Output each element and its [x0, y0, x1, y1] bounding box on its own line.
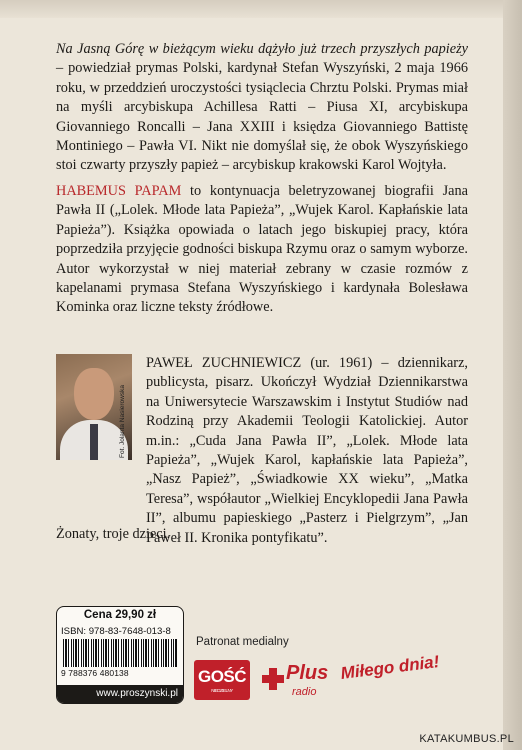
gosc-logo-text: GOŚĆ	[197, 667, 247, 686]
top-edge	[0, 0, 522, 18]
author-name: PAWEŁ ZUCHNIEWICZ	[146, 355, 302, 371]
watermark: KATAKUMBUS.PL	[419, 733, 514, 745]
plus-logo-word: Plus	[286, 662, 329, 684]
intro-text: – powiedział prymas Polski, kardynał Stefan Wyszyński, 2 maja 1966 roku, w przeddzień uroczystości tysiąclecia Chrztu Polski. Prymas miał na myśli arcybiskupa Achillesa Ratti – Piusa XI, arcybiskupa Giovanniego Roncalli – Jana XXIII i księdza Giovanniego Battistę Montiniego – Pawła VI. Nikt nie domyślał się, że obok Wyszyńskiego stoi czwarty przyszły papież – arcybiskup krakowski Karol Wojtyła.	[56, 60, 468, 174]
spine-edge	[503, 0, 522, 750]
plus-cross-icon	[262, 668, 284, 690]
author-bio	[146, 354, 468, 548]
description-paragraph	[56, 182, 468, 318]
publisher-url-text: www.proszynski.pl	[96, 688, 178, 699]
author-bio-text: (ur. 1961) – dziennikarz, publicysta, pisarz. Ukończył Wydział Dziennikarstwa na Uniwersytecie Warszawskim i Instytut Studiów nad Rodziną przy Akademii Teologii Katolickiej. Autor m.in.: „Cuda Jana Pawła II”, „Lolek. Młode lata Papieża”, „Wujek Karol, kapłańskie lata Papieża”, „Nasz Papież”, „Świadkowie XX wieku”, „Matka Teresa”, współautor „Wielkiej Encyklopedii Jana Pawła II”, albumu papieskiego „Pasterz i Pielgrzym”, „Jan Paweł II. Kronika pontyfikatu”.	[146, 355, 468, 546]
gosc-logo-subtext: NIEDZIELNY	[211, 688, 233, 693]
author-tie	[90, 424, 98, 460]
barcode	[63, 639, 177, 667]
patronat-label: Patronat medialny	[196, 636, 289, 648]
intro-quote: Na Jasną Górę w bieżącym wieku dążyło już trzech przyszłych papieży	[56, 41, 468, 57]
gosc-logo	[194, 660, 250, 700]
author-face	[74, 368, 114, 420]
plus-logo-radio: radio	[292, 686, 317, 698]
publisher-url[interactable]	[57, 685, 183, 703]
milego-dnia-logo: Miłego dnia!	[339, 652, 441, 684]
plus-radio-logo	[262, 662, 330, 702]
barcode-number: 9 788376 480138	[61, 668, 129, 678]
author-family: Żonaty, troje dzieci.	[56, 526, 171, 542]
book-title-highlight: HABEMUS PAPAM	[56, 183, 182, 199]
intro-paragraph	[56, 40, 468, 176]
price-label: Cena 29,90 zł	[83, 609, 157, 621]
price-box	[56, 606, 184, 704]
description-text: to kontynuacja beletryzowanej biografii Jana Pawła II („Lolek. Młode lata Papieża”, „Wujek Karol. Kapłańskie lata Papieża”). Książka opowiada o latach jego biskupiej pracy, która poprzedziła przyjęcie godności biskupa Rzymu oraz o samym wyborze. Autor wykorzystał w niej materiał zebrany w czasie rozmów z kapelanami prymasa Stefana Wyszyńskiego i kardynała Bolesława Kominka oraz liczne teksty źródłowe.	[56, 183, 468, 316]
isbn-label: ISBN: 978-83-7648-013-8	[61, 626, 171, 637]
photo-credit: Fot. Jolanta Nasierowska	[119, 385, 126, 458]
